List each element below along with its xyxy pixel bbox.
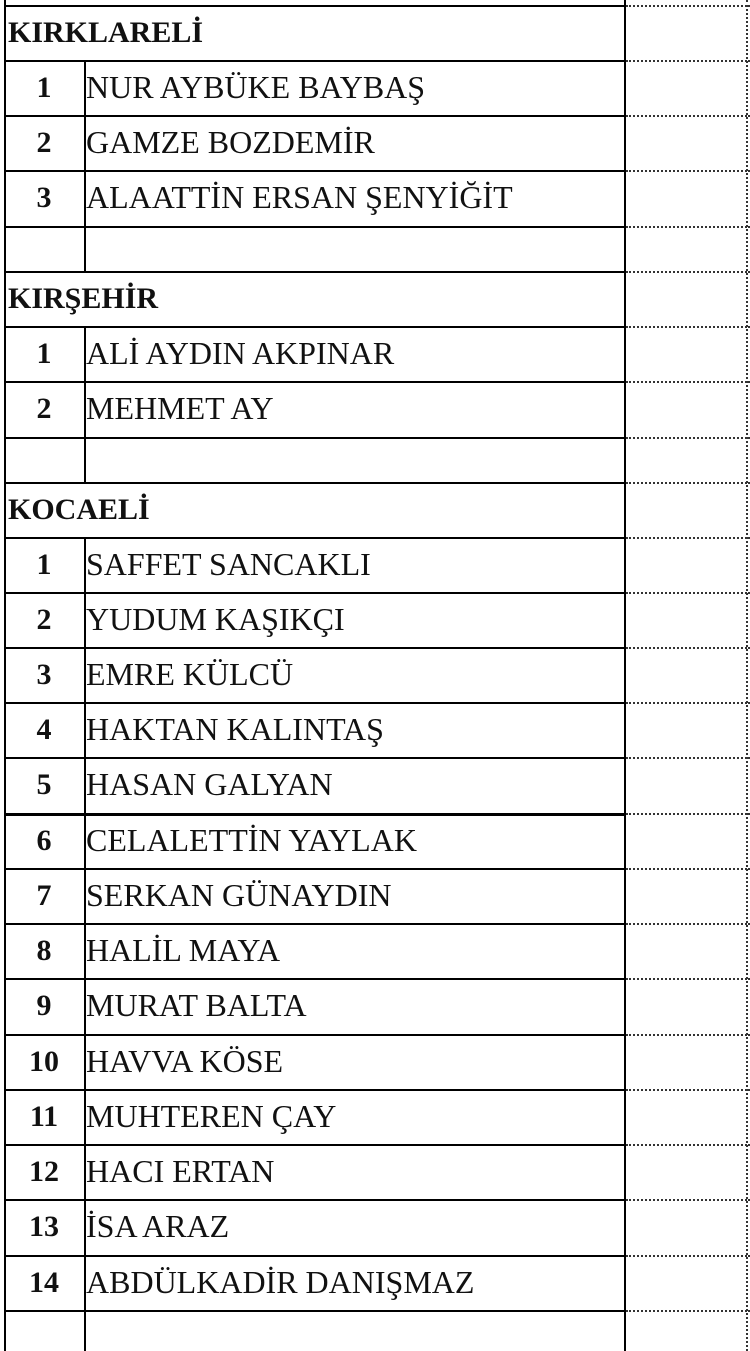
grid-line xyxy=(4,437,624,439)
candidate-name: NUR AYBÜKE BAYBAŞ xyxy=(86,69,426,105)
candidate-name: MEHMET AY xyxy=(86,390,274,426)
candidate-number: 6 xyxy=(36,823,52,857)
province-heading: KIRKLARELİ xyxy=(8,15,204,49)
candidate-name: HASAN GALYAN xyxy=(86,766,333,802)
candidate-name: HACI ERTAN xyxy=(86,1153,275,1189)
candidate-number: 1 xyxy=(36,336,52,370)
table-row xyxy=(0,1255,750,1310)
table-row xyxy=(0,1089,750,1144)
table-row xyxy=(0,326,750,381)
grid-line-dotted xyxy=(626,437,750,439)
table-row xyxy=(0,757,750,812)
candidate-number: 2 xyxy=(36,125,52,159)
table-row xyxy=(0,1144,750,1199)
province-heading: KOCAELİ xyxy=(8,492,150,526)
candidate-name: ABDÜLKADİR DANIŞMAZ xyxy=(86,1264,475,1300)
table-row xyxy=(0,1199,750,1254)
table-row xyxy=(0,115,750,170)
candidate-number: 11 xyxy=(29,1099,59,1133)
candidate-name: MUHTEREN ÇAY xyxy=(86,1098,337,1134)
province-heading-row xyxy=(0,5,750,60)
candidate-number: 9 xyxy=(36,988,52,1022)
table-row xyxy=(0,813,750,868)
table-row xyxy=(0,1034,750,1089)
table-row xyxy=(0,647,750,702)
table-row xyxy=(0,381,750,436)
candidate-number: 14 xyxy=(29,1265,59,1299)
candidate-name: HALİL MAYA xyxy=(86,932,281,968)
province-heading: KIRŞEHİR xyxy=(8,281,159,315)
table-row xyxy=(0,592,750,647)
candidate-name: İSA ARAZ xyxy=(86,1208,230,1244)
province-heading-row xyxy=(0,482,750,537)
candidate-name: GAMZE BOZDEMİR xyxy=(86,124,375,160)
candidate-name: ALİ AYDIN AKPINAR xyxy=(86,335,395,371)
candidate-number: 12 xyxy=(29,1154,59,1188)
candidate-number: 1 xyxy=(36,70,52,104)
table-row xyxy=(0,170,750,225)
table-row xyxy=(0,60,750,115)
province-heading-row xyxy=(0,271,750,326)
grid-line xyxy=(4,1310,624,1312)
candidate-name: SERKAN GÜNAYDIN xyxy=(86,877,392,913)
candidate-name: SAFFET SANCAKLI xyxy=(86,546,371,582)
candidate-number: 4 xyxy=(36,712,52,746)
grid-line xyxy=(4,226,624,228)
candidate-name: HAVVA KÖSE xyxy=(86,1043,284,1079)
candidate-number: 2 xyxy=(36,602,52,636)
candidate-name: ALAATTİN ERSAN ŞENYİĞİT xyxy=(86,179,513,215)
candidate-name: HAKTAN KALINTAŞ xyxy=(86,711,384,747)
candidate-number: 5 xyxy=(36,767,52,801)
table-row xyxy=(0,537,750,592)
candidate-number: 1 xyxy=(36,547,52,581)
candidate-number: 3 xyxy=(36,657,52,691)
table-row xyxy=(0,702,750,757)
table-row xyxy=(0,923,750,978)
candidate-number: 2 xyxy=(36,391,52,425)
candidate-number: 13 xyxy=(29,1209,59,1243)
candidate-number: 10 xyxy=(29,1044,59,1078)
candidate-number: 8 xyxy=(36,933,52,967)
table-row xyxy=(0,978,750,1033)
candidate-name: YUDUM KAŞIKÇI xyxy=(86,601,345,637)
candidate-number: 3 xyxy=(36,180,52,214)
candidate-name: CELALETTİN YAYLAK xyxy=(86,822,417,858)
table-row xyxy=(0,868,750,923)
grid-line-dotted xyxy=(626,1310,750,1312)
grid-line-dotted xyxy=(626,226,750,228)
candidate-name: MURAT BALTA xyxy=(86,987,307,1023)
candidate-name: EMRE KÜLCÜ xyxy=(86,656,294,692)
candidate-number: 7 xyxy=(36,878,52,912)
